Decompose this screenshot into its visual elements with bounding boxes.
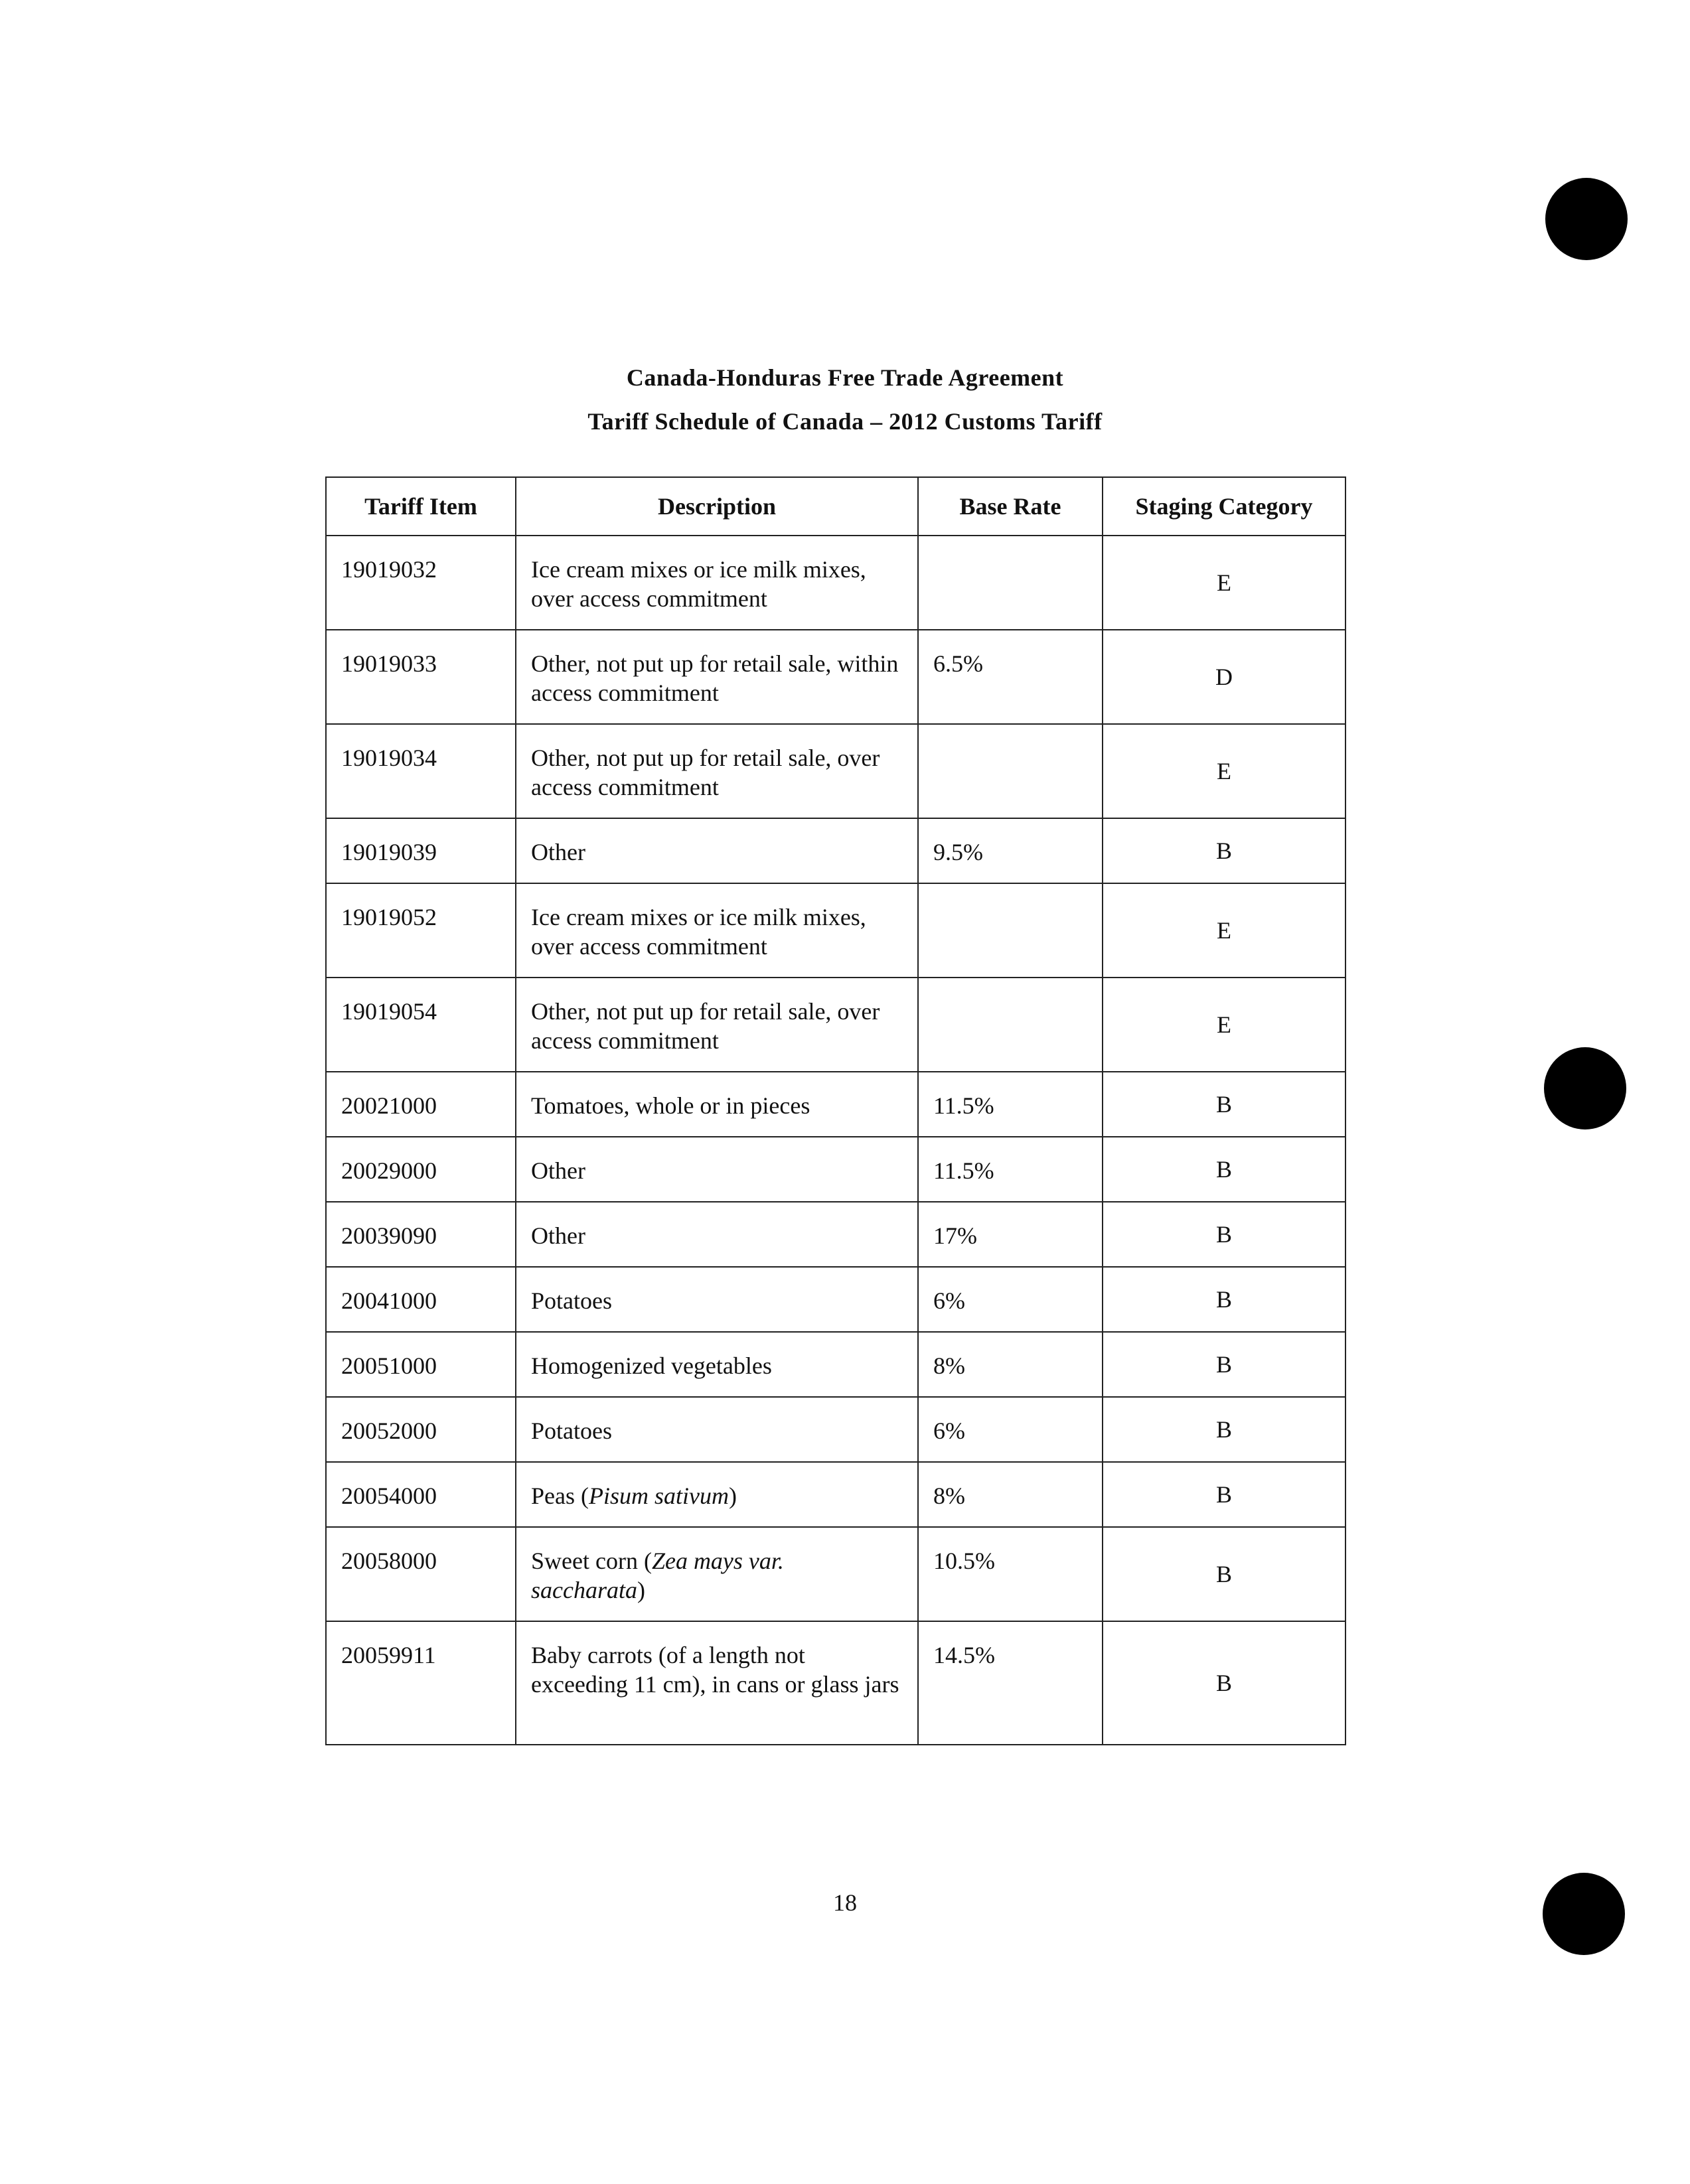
table-row	[326, 883, 1345, 978]
description-cell: Homogenized vegetables	[516, 1332, 918, 1397]
table-row	[326, 724, 1345, 818]
base-rate-cell	[918, 536, 1103, 630]
table-row	[326, 1527, 1345, 1621]
staging-category-cell: E	[1103, 978, 1345, 1072]
base-rate-cell: 11.5%	[918, 1137, 1103, 1202]
description-scientific-name: Pisum sativum	[588, 1483, 729, 1509]
description-cell: Tomatoes, whole or in pieces	[516, 1072, 918, 1137]
base-rate-cell: 17%	[918, 1202, 1103, 1267]
tariff-item-cell: 20058000	[326, 1527, 516, 1621]
description-cell: Other	[516, 1202, 918, 1267]
description-prefix: Sweet corn (	[531, 1548, 652, 1574]
document-subtitle: Tariff Schedule of Canada – 2012 Customs Tariff	[587, 408, 1103, 435]
table-row	[326, 1267, 1345, 1332]
base-rate-cell: 6%	[918, 1397, 1103, 1462]
tariff-item-cell: 20041000	[326, 1267, 516, 1332]
tariff-table	[325, 476, 1346, 1745]
description-scientific-name: Zea mays var. saccharata	[531, 1548, 784, 1603]
tariff-item-cell: 19019052	[326, 883, 516, 978]
base-rate-cell: 6.5%	[918, 630, 1103, 724]
table-row	[326, 630, 1345, 724]
description-cell	[516, 1462, 918, 1527]
base-rate-cell: 14.5%	[918, 1621, 1103, 1745]
description-cell: Ice cream mixes or ice milk mixes, over access commitment	[516, 536, 918, 630]
table-row	[326, 978, 1345, 1072]
page-number: 18	[833, 1889, 857, 1916]
tariff-item-cell: 20051000	[326, 1332, 516, 1397]
tariff-item-cell: 19019054	[326, 978, 516, 1072]
staging-category-cell: B	[1103, 1397, 1345, 1462]
table-row	[326, 818, 1345, 883]
staging-category-cell: E	[1103, 724, 1345, 818]
staging-category-cell: E	[1103, 536, 1345, 630]
header-staging-category: Staging Category	[1103, 477, 1345, 536]
table-row	[326, 1621, 1345, 1745]
staging-category-cell: E	[1103, 883, 1345, 978]
description-cell	[516, 1527, 918, 1621]
tariff-item-cell: 20054000	[326, 1462, 516, 1527]
tariff-item-cell: 19019034	[326, 724, 516, 818]
base-rate-cell	[918, 978, 1103, 1072]
punch-hole-top	[1545, 178, 1628, 260]
table-row	[326, 1137, 1345, 1202]
description-suffix: )	[637, 1577, 645, 1603]
tariff-item-cell: 20021000	[326, 1072, 516, 1137]
staging-category-cell: B	[1103, 1527, 1345, 1621]
base-rate-cell: 11.5%	[918, 1072, 1103, 1137]
header-description: Description	[516, 477, 918, 536]
description-suffix: )	[728, 1483, 737, 1509]
description-cell: Other, not put up for retail sale, over access commitment	[516, 724, 918, 818]
table-row	[326, 1072, 1345, 1137]
tariff-item-cell: 20029000	[326, 1137, 516, 1202]
staging-category-cell: B	[1103, 1462, 1345, 1527]
tariff-item-cell: 19019033	[326, 630, 516, 724]
description-prefix: Peas (	[531, 1483, 589, 1509]
document-title: Canada-Honduras Free Trade Agreement	[626, 364, 1064, 391]
table-row	[326, 1202, 1345, 1267]
description-cell: Potatoes	[516, 1267, 918, 1332]
header-base-rate: Base Rate	[918, 477, 1103, 536]
base-rate-cell	[918, 724, 1103, 818]
staging-category-cell: B	[1103, 818, 1345, 883]
description-cell: Other, not put up for retail sale, over access commitment	[516, 978, 918, 1072]
tariff-item-cell: 20039090	[326, 1202, 516, 1267]
description-cell: Other, not put up for retail sale, within access commitment	[516, 630, 918, 724]
staging-category-cell: B	[1103, 1621, 1345, 1745]
description-cell: Potatoes	[516, 1397, 918, 1462]
tariff-item-cell: 19019039	[326, 818, 516, 883]
base-rate-cell: 8%	[918, 1332, 1103, 1397]
punch-hole-middle	[1544, 1047, 1626, 1129]
tariff-item-cell: 20059911	[326, 1621, 516, 1745]
description-cell: Baby carrots (of a length not exceeding 11 cm), in cans or glass jars	[516, 1621, 918, 1745]
staging-category-cell: D	[1103, 630, 1345, 724]
description-cell: Other	[516, 818, 918, 883]
tariff-item-cell: 20052000	[326, 1397, 516, 1462]
table-row	[326, 1332, 1345, 1397]
staging-category-cell: B	[1103, 1137, 1345, 1202]
staging-category-cell: B	[1103, 1332, 1345, 1397]
staging-category-cell: B	[1103, 1202, 1345, 1267]
table-row	[326, 1397, 1345, 1462]
base-rate-cell: 8%	[918, 1462, 1103, 1527]
staging-category-cell: B	[1103, 1267, 1345, 1332]
base-rate-cell	[918, 883, 1103, 978]
header-tariff-item: Tariff Item	[326, 477, 516, 536]
staging-category-cell: B	[1103, 1072, 1345, 1137]
description-cell: Other	[516, 1137, 918, 1202]
table-header-row	[326, 477, 1345, 536]
table-row	[326, 536, 1345, 630]
base-rate-cell: 6%	[918, 1267, 1103, 1332]
tariff-item-cell: 19019032	[326, 536, 516, 630]
base-rate-cell: 10.5%	[918, 1527, 1103, 1621]
base-rate-cell: 9.5%	[918, 818, 1103, 883]
description-cell: Ice cream mixes or ice milk mixes, over access commitment	[516, 883, 918, 978]
table-row	[326, 1462, 1345, 1527]
